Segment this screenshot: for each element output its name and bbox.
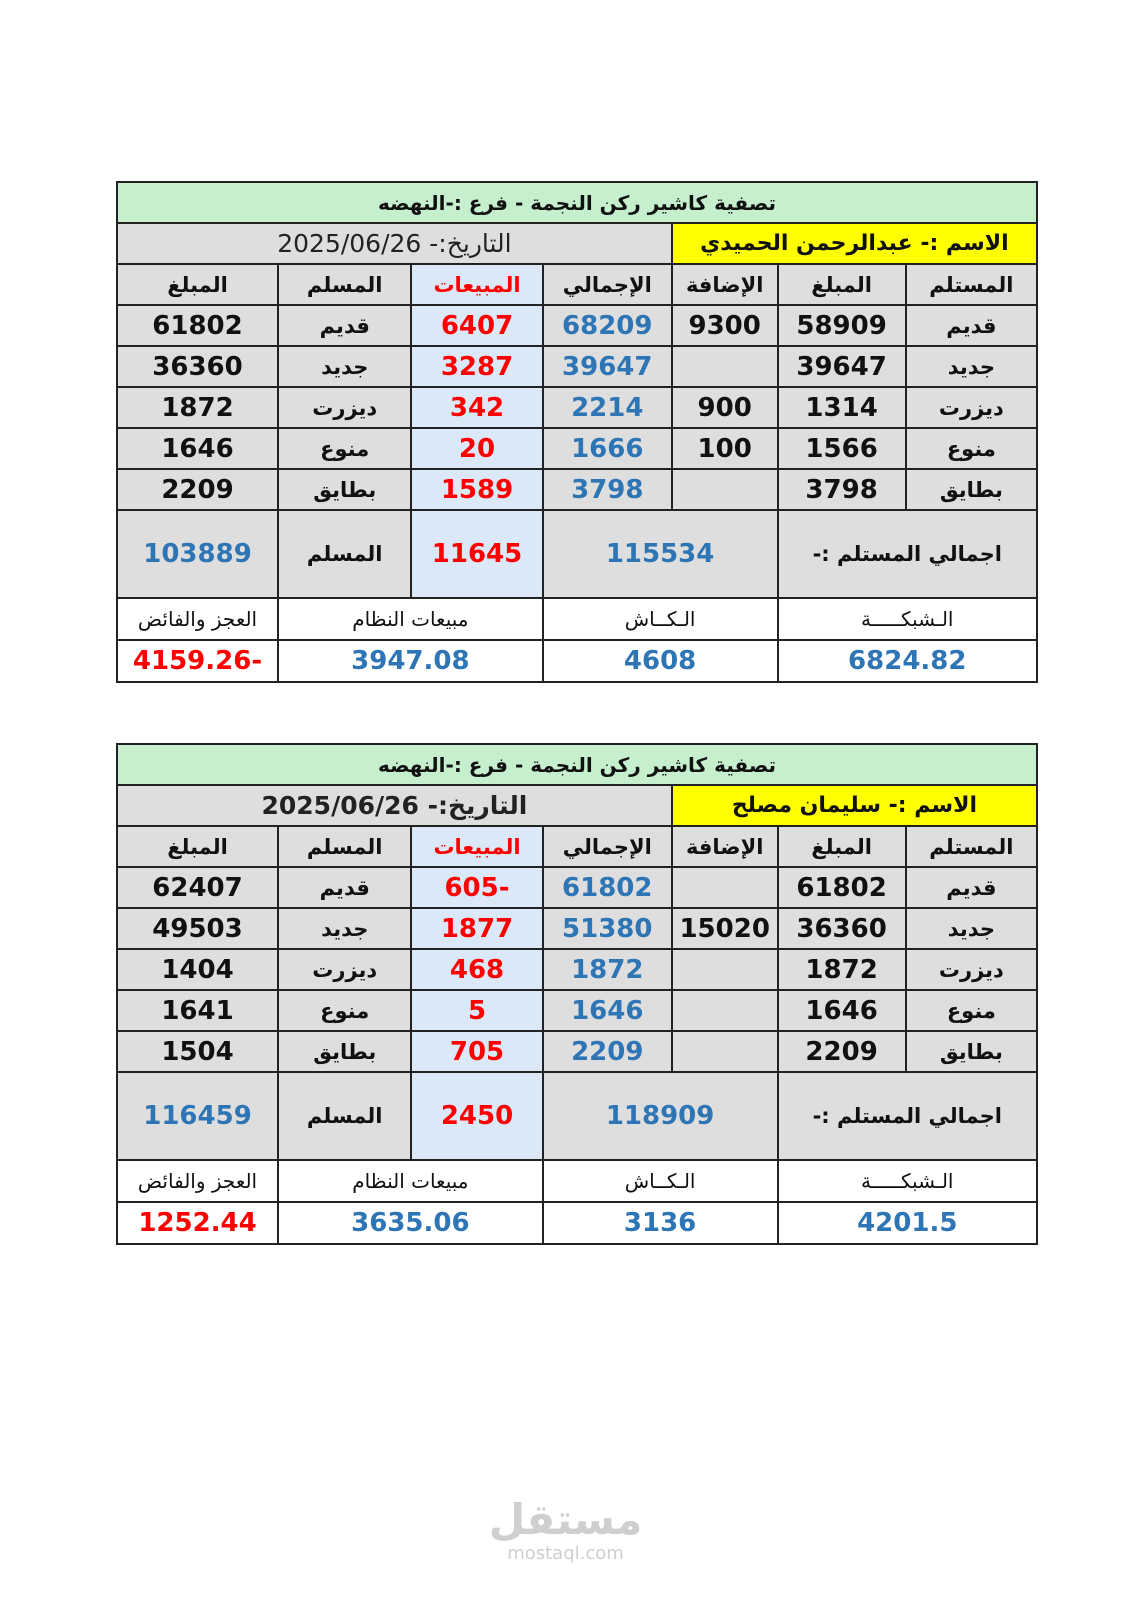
header-received: المستلم [906,826,1037,867]
delivered-total: 116459 [117,1072,278,1160]
sales-value: 342 [411,387,542,428]
sheet-date: التاريخ:- 2025/06/26 [117,785,672,826]
table-row [117,428,1037,469]
delivered-amount: 1404 [117,949,278,990]
cashier-settlement-sheet-1 [116,181,1038,683]
delivered-label: جديد [278,908,411,949]
received-label: قديم [906,867,1037,908]
received-amount: 1872 [778,949,906,990]
total-sales: 11645 [411,510,542,598]
delivered-label: قديم [278,305,411,346]
received-label: قديم [906,305,1037,346]
addition-value: 900 [672,387,778,428]
addition-value [672,949,778,990]
table-row [117,990,1037,1031]
table-row [117,949,1037,990]
system-sales-label: مبيعات النظام [278,598,543,640]
delivered-total: 103889 [117,510,278,598]
delivered-label: ديزرت [278,949,411,990]
sales-value: 20 [411,428,542,469]
system-sales-value: 3635.06 [278,1202,543,1244]
sheet-title: تصفية كاشير ركن النجمة - فرع :-النهضه [117,182,1037,223]
sales-value: 1589 [411,469,542,510]
delivered-amount: 2209 [117,469,278,510]
header-sales: المبيعات [411,264,542,305]
received-amount: 58909 [778,305,906,346]
header-amount2: المبلغ [117,264,278,305]
received-label: ديزرت [906,949,1037,990]
delivered-label: ديزرت [278,387,411,428]
delivered-label: منوع [278,990,411,1031]
diff-label: العجز والفائض [117,1160,278,1202]
diff-value: -4159.26 [117,640,278,682]
total-value: 1872 [543,949,672,990]
sales-value: 468 [411,949,542,990]
network-value: 4201.5 [778,1202,1037,1244]
received-amount: 36360 [778,908,906,949]
watermark-domain: mostaql.com [507,1543,624,1564]
received-amount: 1314 [778,387,906,428]
network-label: الـشبكـــــة [778,1160,1037,1202]
sales-value: -605 [411,867,542,908]
received-label: جديد [906,908,1037,949]
cashier-name: الاسم :- عبدالرحمن الحميدي [672,223,1037,264]
received-amount: 3798 [778,469,906,510]
watermark-logo: مستقل [488,1495,643,1544]
total-value: 3798 [543,469,672,510]
delivered-amount: 1504 [117,1031,278,1072]
header-delivered: المسلم [278,826,411,867]
total-value: 61802 [543,867,672,908]
total-value: 2214 [543,387,672,428]
total-value: 1646 [543,990,672,1031]
table-row [117,908,1037,949]
header-total: الإجمالي [543,826,672,867]
received-label: ديزرت [906,387,1037,428]
delivered-label: بطايق [278,469,411,510]
cashier-settlement-sheet-2 [116,743,1038,1245]
received-amount: 1566 [778,428,906,469]
table-row [117,867,1037,908]
addition-value: 15020 [672,908,778,949]
header-received: المستلم [906,264,1037,305]
sales-value: 6407 [411,305,542,346]
cash-label: الـكــاش [543,1160,778,1202]
header-addition: الإضافة [672,826,778,867]
cash-value: 4608 [543,640,778,682]
system-sales-label: مبيعات النظام [278,1160,543,1202]
delivered-label: بطايق [278,1031,411,1072]
delivered-amount: 62407 [117,867,278,908]
network-value: 6824.82 [778,640,1037,682]
sheet-date: التاريخ:- 2025/06/26 [117,223,672,264]
delivered-label: جديد [278,346,411,387]
total-value: 68209 [543,305,672,346]
totals-row [117,1072,1037,1160]
received-label: بطايق [906,1031,1037,1072]
cashier-name: الاسم :- سليمان مصلح [672,785,1037,826]
delivered-amount: 1872 [117,387,278,428]
delivered-label: قديم [278,867,411,908]
sales-value: 705 [411,1031,542,1072]
table-row [117,469,1037,510]
addition-value [672,990,778,1031]
addition-value [672,1031,778,1072]
grand-total: 115534 [543,510,778,598]
delivered-total-label: المسلم [278,1072,411,1160]
table-row [117,346,1037,387]
totals-label: اجمالي المستلم :- [778,1072,1037,1160]
received-amount: 61802 [778,867,906,908]
received-amount: 2209 [778,1031,906,1072]
addition-value [672,469,778,510]
sales-value: 1877 [411,908,542,949]
delivered-amount: 49503 [117,908,278,949]
delivered-amount: 1646 [117,428,278,469]
received-label: منوع [906,990,1037,1031]
cash-value: 3136 [543,1202,778,1244]
received-amount: 39647 [778,346,906,387]
sales-value: 3287 [411,346,542,387]
received-label: جديد [906,346,1037,387]
delivered-amount: 1641 [117,990,278,1031]
delivered-label: منوع [278,428,411,469]
addition-value: 9300 [672,305,778,346]
totals-label: اجمالي المستلم :- [778,510,1037,598]
diff-label: العجز والفائض [117,598,278,640]
header-delivered: المسلم [278,264,411,305]
header-amount: المبلغ [778,826,906,867]
addition-value: 100 [672,428,778,469]
delivered-amount: 61802 [117,305,278,346]
total-value: 39647 [543,346,672,387]
header-addition: الإضافة [672,264,778,305]
sales-value: 5 [411,990,542,1031]
sheet-title: تصفية كاشير ركن النجمة - فرع :-النهضه [117,744,1037,785]
header-amount2: المبلغ [117,826,278,867]
totals-row [117,510,1037,598]
header-total: الإجمالي [543,264,672,305]
total-sales: 2450 [411,1072,542,1160]
system-sales-value: 3947.08 [278,640,543,682]
delivered-amount: 36360 [117,346,278,387]
received-label: منوع [906,428,1037,469]
cash-label: الـكــاش [543,598,778,640]
delivered-total-label: المسلم [278,510,411,598]
received-amount: 1646 [778,990,906,1031]
header-amount: المبلغ [778,264,906,305]
addition-value [672,346,778,387]
received-label: بطايق [906,469,1037,510]
total-value: 2209 [543,1031,672,1072]
diff-value: 1252.44 [117,1202,278,1244]
total-value: 1666 [543,428,672,469]
addition-value [672,867,778,908]
table-row [117,1031,1037,1072]
header-sales: المبيعات [411,826,542,867]
table-row [117,387,1037,428]
total-value: 51380 [543,908,672,949]
grand-total: 118909 [543,1072,778,1160]
table-row [117,305,1037,346]
network-label: الـشبكـــــة [778,598,1037,640]
